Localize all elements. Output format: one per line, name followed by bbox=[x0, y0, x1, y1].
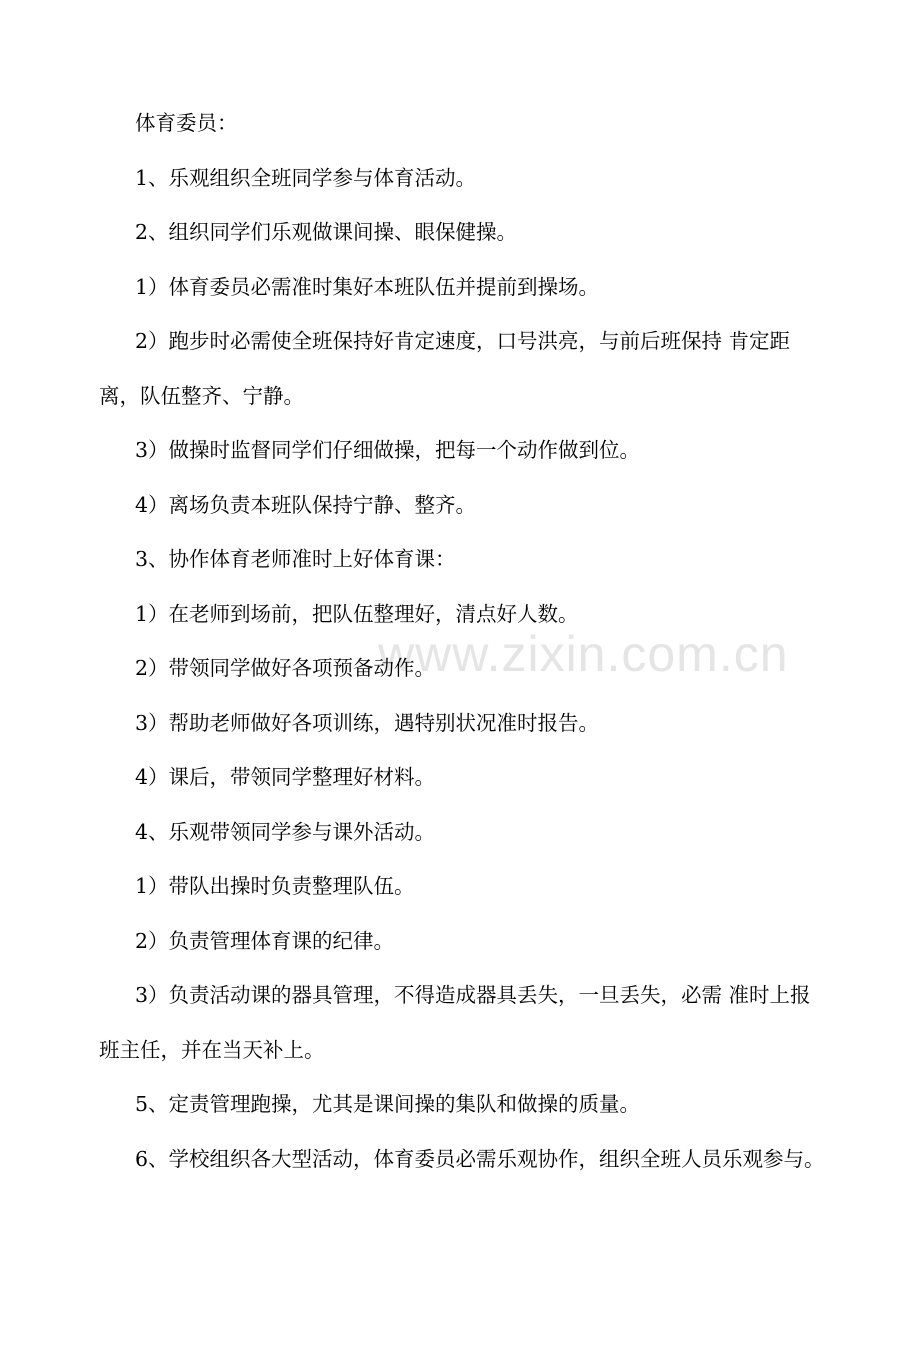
document-body bbox=[99, 96, 829, 1186]
paragraph-item-3-2: 2）带领同学做好各项预备动作。 bbox=[135, 656, 436, 680]
heading-sports-committee: 体育委员： bbox=[135, 111, 238, 135]
paragraph-item-5: 5、定责管理跑操，尤其是课间操的集队和做操的质量。 bbox=[135, 1092, 641, 1116]
paragraph-item-4-2: 2）负责管理体育课的纪律。 bbox=[135, 928, 395, 953]
paragraph-item-4-1: 1）带队出操时负责整理队伍。 bbox=[135, 874, 415, 898]
paragraph-item-2: 2、组织同学们乐观做课间操、眼保健操。 bbox=[135, 220, 518, 244]
paragraph-item-2-1: 1）体育委员必需准时集好本班队伍并提前到操场。 bbox=[135, 274, 600, 299]
paragraph-item-3: 3、协作体育老师准时上好体育课： bbox=[135, 547, 456, 571]
paragraph-item-1: 1、乐观组织全班同学参与体育活动。 bbox=[135, 165, 477, 190]
paragraph-item-3-4: 4）课后，带领同学整理好材料。 bbox=[135, 765, 436, 789]
paragraph-item-4-3: 3）负责活动课的器具管理，不得造成器具丢失，一旦丢失，必需 准时上报班主任，并在当天补上。 bbox=[99, 983, 811, 1062]
paragraph-item-6: 6、学校组织各大型活动，体育委员必需乐观协作，组织全班人员乐观参与。 bbox=[135, 1146, 825, 1171]
paragraph-item-2-4: 4）离场负责本班队保持宁静、整齐。 bbox=[135, 492, 477, 517]
paragraph-item-4: 4、乐观带领同学参与课外活动。 bbox=[135, 819, 436, 844]
paragraph-item-2-3: 3）做操时监督同学们仔细做操，把每一个动作做到位。 bbox=[135, 438, 641, 462]
watermark: www.zixin.com.cn bbox=[378, 626, 789, 682]
paragraph-item-3-3: 3）帮助老师做好各项训练，遇特别状况准时报告。 bbox=[135, 710, 600, 735]
paragraph-item-2-2: 2）跑步时必需使全班保持好肯定速度，口号洪亮，与前后班保持 肯定距离，队伍整齐、宁静。 bbox=[99, 329, 791, 408]
paragraph-item-3-1: 1）在老师到场前，把队伍整理好，清点好人数。 bbox=[135, 601, 579, 626]
